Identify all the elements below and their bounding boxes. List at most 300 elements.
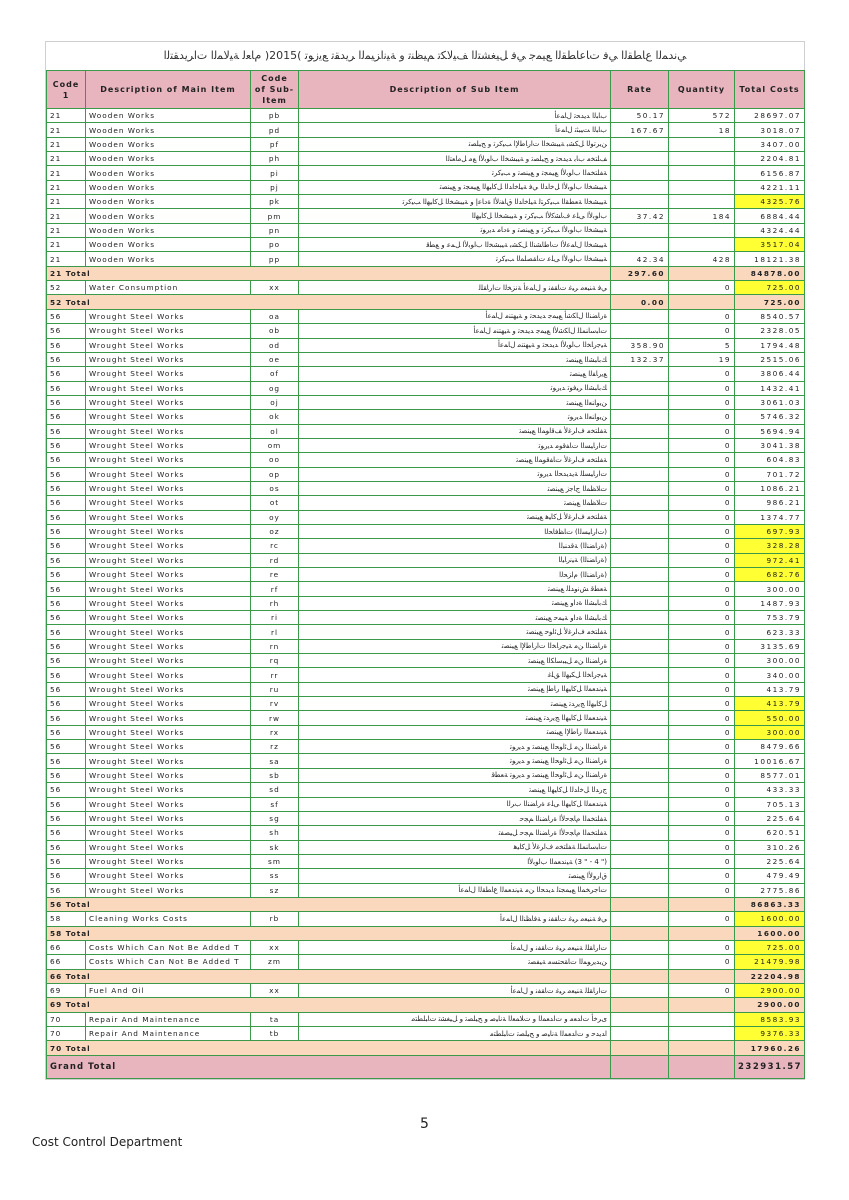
cell-main-item: Wrought Steel Works [86, 367, 251, 381]
table-row [47, 539, 805, 553]
grand-total-value: 232931.57 [735, 1055, 805, 1078]
cell-quantity [669, 195, 735, 209]
cell-sub-item: ﺓﺭﺎﻀﻨﻟﺍ ﻦﻣ ﺔﻴﺟﺭﺎﺨﻟﺍ ﺕﺍﺭﺎﻃﻹﺍ ﻊﻴﻨﺼﺗ [299, 639, 611, 653]
cell-sub-code: sg [251, 811, 299, 825]
cell-quantity: 0 [669, 582, 735, 596]
cell-main-item: Wooden Works [86, 123, 251, 137]
cell-sub-item: (ﺓﺭﺎﻀﻨﻟﺍ) ﻡﺍﺰﺤﻟﺍ [299, 568, 611, 582]
table-row [47, 180, 805, 194]
cell-rate [611, 783, 669, 797]
table-row [47, 1012, 805, 1026]
subtotal-total: 1600.00 [735, 926, 805, 940]
cell-rate [611, 611, 669, 625]
cell-sub-item: ﺓﺭﺎﻀﻨﻟﺍ ﻝﺎﻜﺷﺃ ﻊﻴﻤﺟ ﺪﻳﺪﺤﺗ ﻭ ﺔﻴﻬﺘﻨﻣ ﻝﺎﻤﻋﺃ [299, 309, 611, 323]
cell-total-cost: 225.64 [735, 811, 805, 825]
cell-main-item: Water Consumption [86, 281, 251, 295]
cell-sub-item: ﻚﺑﺎﺒﺸﻟﺍ ﺓﺩﺍﻭ ﺔﻴﻤﺣ ﻊﻴﻨﺼﺗ [299, 611, 611, 625]
subtotal-rate [611, 969, 669, 983]
cell-sub-code: rr [251, 668, 299, 682]
cell-main-item: Wrought Steel Works [86, 324, 251, 338]
cell-main-item: Wrought Steel Works [86, 524, 251, 538]
cell-code: 21 [47, 166, 86, 180]
cell-quantity: 0 [669, 740, 735, 754]
cell-code: 56 [47, 697, 86, 711]
cell-sub-item: ﻲﻓ ﺔﻨﻴﻌﻣ ﺮﻴﻏ ﺕﺎﻘﻔﻧ ﻭ ﺔﻓﺎﻈﻨﻟﺍ ﻝﺎﻤﻋﺃ [299, 912, 611, 926]
grand-total-rate [611, 1055, 669, 1078]
table-row [47, 252, 805, 266]
cell-main-item: Wrought Steel Works [86, 682, 251, 696]
cell-total-cost: 1794.48 [735, 338, 805, 352]
cell-code: 56 [47, 768, 86, 782]
cell-rate [611, 467, 669, 481]
cost-table [46, 70, 805, 1079]
cell-rate [611, 238, 669, 252]
cell-quantity: 0 [669, 983, 735, 997]
subtotal-rate [611, 998, 669, 1012]
cell-main-item: Wooden Works [86, 180, 251, 194]
cell-sub-code: rb [251, 912, 299, 926]
cell-rate [611, 682, 669, 696]
cell-main-item: Wooden Works [86, 238, 251, 252]
cell-sub-code: pf [251, 137, 299, 151]
cell-main-item: Wrought Steel Works [86, 496, 251, 510]
table-row [47, 381, 805, 395]
cell-quantity: 0 [669, 697, 735, 711]
cell-code: 56 [47, 524, 86, 538]
cell-code: 56 [47, 324, 86, 338]
cell-main-item: Fuel And Oil [86, 983, 251, 997]
cell-main-item: Wrought Steel Works [86, 481, 251, 495]
cell-quantity [669, 166, 735, 180]
cell-rate [611, 596, 669, 610]
cell-sub-code: om [251, 438, 299, 452]
grand-total-row [47, 1055, 805, 1078]
cell-quantity [669, 180, 735, 194]
cell-total-cost: 3018.07 [735, 123, 805, 137]
cell-sub-code: sh [251, 826, 299, 840]
cell-code: 21 [47, 195, 86, 209]
cell-sub-item: ﺕﺍﺭﺎﻘﻠﻟ ﺔﻨﻴﻌﻣ ﺮﻴﻏ ﺕﺎﻘﻔﻧ ﻭ ﻝﺎﻤﻋﺃ [299, 983, 611, 997]
cell-total-cost: 3806.44 [735, 367, 805, 381]
cell-total-cost: 705.13 [735, 797, 805, 811]
cell-main-item: Wrought Steel Works [86, 854, 251, 868]
cell-rate [611, 711, 669, 725]
cell-quantity [669, 137, 735, 151]
cell-sub-code: rl [251, 625, 299, 639]
cell-code: 21 [47, 180, 86, 194]
cell-code: 56 [47, 424, 86, 438]
cell-code: 56 [47, 811, 86, 825]
cell-quantity: 0 [669, 481, 735, 495]
cell-quantity: 19 [669, 352, 735, 366]
cell-code: 56 [47, 582, 86, 596]
cell-rate [611, 697, 669, 711]
cell-sub-item: ﺓﺭﺎﻀﻨﻟﺍ ﻦﻣ ﻞﻴﺒﺳﺎﻜﻟﺍ ﻊﻴﻨﺼﺗ [299, 654, 611, 668]
subtotal-row [47, 266, 805, 280]
cell-main-item: Repair And Maintenance [86, 1012, 251, 1026]
cell-quantity: 0 [669, 424, 735, 438]
table-row [47, 352, 805, 366]
cell-sub-item: ﺓﺭﺎﻀﻨﻟﺍ ﻦﻣ ﻞﺋﺍﻮﺤﻟﺍ ﻊﻴﻨﺼﺗ ﻭ ﺪﻳﺭﻮﺗ [299, 754, 611, 768]
cell-rate: 358.90 [611, 338, 669, 352]
cell-total-cost: 6156.87 [735, 166, 805, 180]
cell-quantity: 0 [669, 639, 735, 653]
cell-sub-code: rx [251, 725, 299, 739]
cell-total-cost: 300.00 [735, 654, 805, 668]
cell-rate [611, 166, 669, 180]
cell-sub-item: (ﺓﺭﺎﻀﻨﻟﺍ) ﺔﻗﺪﻨﺒﻟﺍ [299, 539, 611, 553]
cell-sub-code: pj [251, 180, 299, 194]
cell-rate [611, 840, 669, 854]
cell-sub-code: pb [251, 109, 299, 123]
cell-sub-item: ﺔﻴﺒﺸﺨﻟﺍ ﺏﺍﻮﺑﻷﺍ ﻞﺧﺍﺪﻟﺍ ﻲﻓ ﺔﻴﻠﺧﺍﺪﻟﺍ ﻞﻛﺎﻴﻬﻟﺍ ﻊﻴﻤﺠﺗ ﻭ ﻊﻴﻨﺼﺗ [299, 180, 611, 194]
cell-total-cost: 620.51 [735, 826, 805, 840]
cell-quantity: 0 [669, 912, 735, 926]
cell-sub-item: ﺕﺎﺟﺮﺨﻤﻟﺍ ﻊﻴﻤﺠﺘﻟ ﺪﻳﺪﺤﻟﺍ ﻦﻣ ﺔﻴﻧﺪﻌﻤﻟﺍ ﻉﺎﻄﻘﻟﺍ ﻝﺎﻤﻋﺃ [299, 883, 611, 897]
cell-total-cost: 2775.86 [735, 883, 805, 897]
table-row [47, 109, 805, 123]
cell-rate [611, 281, 669, 295]
cell-main-item: Wrought Steel Works [86, 883, 251, 897]
table-body [47, 109, 805, 1079]
cell-quantity: 0 [669, 668, 735, 682]
subtotal-rate: 297.60 [611, 266, 669, 280]
cell-sub-item: ﺕﺎﺒﺳﺎﻨﻤﻠﻟ ﺔﻔﻠﺘﺨﻣ ﻑﺍﺮﻏﻷ ﻞﻛﺎﻴﻫ [299, 840, 611, 854]
cell-total-cost: 413.79 [735, 682, 805, 696]
cell-rate: 167.67 [611, 123, 669, 137]
cell-main-item: Wrought Steel Works [86, 453, 251, 467]
grand-total-quantity [669, 1055, 735, 1078]
cell-code: 56 [47, 883, 86, 897]
cell-rate [611, 883, 669, 897]
table-row [47, 940, 805, 954]
cell-sub-item: ﺓﺭﺎﻀﻨﻟﺍ ﻦﻣ ﻞﺋﺍﻮﺤﻟﺍ ﻊﻴﻨﺼﺗ ﻭ ﺪﻳﺭﻮﺗ [299, 740, 611, 754]
cell-total-cost: 725.00 [735, 281, 805, 295]
subtotal-label: 70 Total [47, 1041, 611, 1055]
cell-rate [611, 524, 669, 538]
cell-sub-code: ri [251, 611, 299, 625]
cell-main-item: Wooden Works [86, 209, 251, 223]
table-row [47, 883, 805, 897]
table-row [47, 854, 805, 868]
cell-code: 56 [47, 510, 86, 524]
table-row [47, 654, 805, 668]
cell-main-item: Wrought Steel Works [86, 826, 251, 840]
cell-rate [611, 768, 669, 782]
cell-sub-item: ﺔﻔﻠﺘﺨﻤﻟﺍ ﻡﺎﺠﺣﻷﺍ ﺓﺭﺎﻀﻨﻟﺍ ﻢﺠﺣ [299, 811, 611, 825]
table-row [47, 582, 805, 596]
cell-sub-item: ﺔﻌﻄﻗ ﺶﻧﻭﺪﻠﻟ ﻊﻴﻨﺼﺗ [299, 582, 611, 596]
cell-code: 56 [47, 496, 86, 510]
cell-total-cost: 604.83 [735, 453, 805, 467]
cell-quantity: 0 [669, 467, 735, 481]
cell-sub-code: rn [251, 639, 299, 653]
cell-total-cost: 4221.11 [735, 180, 805, 194]
cell-sub-item: ﺔﻔﻠﺘﺨﻤﻟﺍ ﺏﺍﻮﺑﻷﺍ ﻊﻴﻤﺠﺗ ﻭ ﻊﻴﻨﺼﺗ ﻭ ﺐﻴﻛﺮﺗ [299, 166, 611, 180]
header-main-item: Description of Main Item [86, 71, 251, 109]
cell-sub-item: ﺔﻴﺒﺸﺨﻟﺍ ﺏﺍﻮﺑﻷﺍ ﻰﻠﻋ ﺕﺎﻘﺼﻠﻤﻟﺍ ﺐﻴﻛﺮﺗ [299, 252, 611, 266]
cell-quantity: 0 [669, 324, 735, 338]
cell-sub-code: od [251, 338, 299, 352]
cell-total-cost: 9376.33 [735, 1027, 805, 1041]
cell-quantity: 184 [669, 209, 735, 223]
cell-rate [611, 410, 669, 424]
cell-main-item: Wrought Steel Works [86, 338, 251, 352]
subtotal-total: 22204.98 [735, 969, 805, 983]
cell-code: 21 [47, 137, 86, 151]
cell-quantity: 0 [669, 625, 735, 639]
cell-rate: 50.17 [611, 109, 669, 123]
cell-sub-code: oo [251, 453, 299, 467]
cell-sub-item: ﻦﻳﻭﺎﻨﻌﻟﺍ ﺪﻳﺭﻮﺗ [299, 410, 611, 424]
table-row [47, 840, 805, 854]
cell-code: 58 [47, 912, 86, 926]
cell-total-cost: 3407.00 [735, 137, 805, 151]
cell-main-item: Cleaning Works Costs [86, 912, 251, 926]
cell-rate [611, 754, 669, 768]
cell-sub-item: ﺕﻼﻈﻤﻟﺍ ﺝﺎﺟﺯ ﻊﻴﻨﺼﺗ [299, 481, 611, 495]
cell-sub-code: sk [251, 840, 299, 854]
cell-quantity: 0 [669, 955, 735, 969]
cell-quantity: 0 [669, 496, 735, 510]
cell-main-item: Costs Which Can Not Be Added T [86, 955, 251, 969]
cell-main-item: Wrought Steel Works [86, 654, 251, 668]
cell-sub-item: ﻚﺑﺎﺒﺸﻟﺍ ﻊﻴﻨﺼﺗ [299, 352, 611, 366]
cell-quantity: 0 [669, 725, 735, 739]
cell-quantity [669, 152, 735, 166]
cell-sub-code: oa [251, 309, 299, 323]
cell-sub-item: ﺔﻴﻧﺪﻌﻤﻟﺍ ﻞﻛﺎﻴﻬﻟﺍ ﻰﻠﻋ ﺓﺭﺎﻀﻨﻟﺍ ﺏﺮﻟﺍ [299, 797, 611, 811]
cell-sub-code: sz [251, 883, 299, 897]
cell-main-item: Wrought Steel Works [86, 582, 251, 596]
table-row [47, 324, 805, 338]
cell-total-cost: 2515.06 [735, 352, 805, 366]
table-row [47, 453, 805, 467]
cell-rate [611, 568, 669, 582]
cell-main-item: Wrought Steel Works [86, 768, 251, 782]
cell-quantity: 0 [669, 711, 735, 725]
cell-quantity: 0 [669, 797, 735, 811]
cell-sub-code: ot [251, 496, 299, 510]
cell-main-item: Wrought Steel Works [86, 381, 251, 395]
cell-sub-item: ﻞﻛﺎﻴﻬﻟﺍ ﺞﻳﺭﺪﺗ ﻊﻴﻨﺼﺗ [299, 697, 611, 711]
subtotal-quantity [669, 295, 735, 309]
subtotal-row [47, 295, 805, 309]
cell-sub-item: ﻦﻳﺪﻳﺭﻮﻤﻟﺍ ﺕﺎﻘﺤﺘﺴﻣ ﺔﻴﻔﺼﺗ [299, 955, 611, 969]
cell-main-item: Wrought Steel Works [86, 395, 251, 409]
cell-code: 56 [47, 381, 86, 395]
cell-rate: 37.42 [611, 209, 669, 223]
cell-total-cost: 413.79 [735, 697, 805, 711]
cell-rate [611, 324, 669, 338]
cell-sub-code: pn [251, 223, 299, 237]
table-row [47, 740, 805, 754]
cell-sub-code: rw [251, 711, 299, 725]
cell-rate: 132.37 [611, 352, 669, 366]
table-row [47, 754, 805, 768]
table-row [47, 123, 805, 137]
cell-sub-code: oj [251, 395, 299, 409]
cell-total-cost: 4324.44 [735, 223, 805, 237]
cell-total-cost: 3041.38 [735, 438, 805, 452]
cell-rate [611, 1027, 669, 1041]
table-row [47, 611, 805, 625]
subtotal-row [47, 926, 805, 940]
table-row [47, 912, 805, 926]
cell-total-cost: 300.00 [735, 725, 805, 739]
cell-code: 21 [47, 109, 86, 123]
cell-main-item: Wrought Steel Works [86, 467, 251, 481]
cell-quantity: 0 [669, 438, 735, 452]
cell-sub-item: ﺝﺭﺪﻟﺍ ﻞﺧﺍﺪﻟﺍ ﻞﻛﺎﻴﻬﻟﺍ ﻊﻴﻨﺼﺗ [299, 783, 611, 797]
cell-rate: 42.34 [611, 252, 669, 266]
cell-code: 56 [47, 467, 86, 481]
cell-code: 56 [47, 438, 86, 452]
cell-code: 56 [47, 639, 86, 653]
cell-quantity: 0 [669, 754, 735, 768]
subtotal-rate [611, 926, 669, 940]
cell-quantity [669, 1012, 735, 1026]
cell-code: 56 [47, 740, 86, 754]
cell-code: 21 [47, 252, 86, 266]
cell-main-item: Wrought Steel Works [86, 783, 251, 797]
cell-quantity: 0 [669, 568, 735, 582]
cell-quantity: 0 [669, 381, 735, 395]
cell-total-cost: 3517.04 [735, 238, 805, 252]
cell-code: 52 [47, 281, 86, 295]
cell-code: 56 [47, 395, 86, 409]
cell-main-item: Wrought Steel Works [86, 410, 251, 424]
table-row [47, 281, 805, 295]
cell-main-item: Wrought Steel Works [86, 725, 251, 739]
subtotal-label: 52 Total [47, 295, 611, 309]
cell-sub-item: ﺔﻔﻠﺘﺨﻣ ﻑﺍﺮﻏﻷ ﻞﺋﺍﻮﺣ ﻊﻴﻨﺼﺗ [299, 625, 611, 639]
cell-sub-item: ﻦﻳﻭﺎﻨﻌﻟﺍ ﻊﻴﻨﺼﺗ [299, 395, 611, 409]
cell-rate [611, 1012, 669, 1026]
cell-sub-item: ﻚﺑﺎﺒﺸﻟﺍ ﺮﻴﻓﻮﺗ ﺪﻳﺭﻮﺗ [299, 381, 611, 395]
cell-total-cost: 28697.07 [735, 109, 805, 123]
cell-sub-code: of [251, 367, 299, 381]
table-row [47, 367, 805, 381]
cell-rate [611, 940, 669, 954]
cell-sub-code: rh [251, 596, 299, 610]
cell-sub-item: ﻯﺮﺧﺃ ﺕﺍﺪﻌﻣ ﻭ ﺕﺍﺪﻌﻤﻟﺍ ﻭ ﺕﻼﻤﻌﻟﺍ ﺔﻧﺎﻴﺻ ﻭ ﺢﻴﻠﺼﺗ ﻭ ﻞﻴﻐﺸﺗ ﺕﺎﺒﻠﻄﺘﻣ [299, 1012, 611, 1026]
cell-rate [611, 912, 669, 926]
cell-total-cost: 479.49 [735, 869, 805, 883]
cell-quantity: 0 [669, 367, 735, 381]
table-row [47, 596, 805, 610]
table-row [47, 1027, 805, 1041]
cell-sub-item: ﺕﺎﺒﺳﺎﻨﻤﻠﻟ ﻝﺎﻜﺷﻷﺍ ﻊﻴﻤﺟ ﺪﻳﺪﺤﺗ ﻭ ﺔﻴﻬﺘﻨﻣ ﻝﺎﻤﻋﺃ [299, 324, 611, 338]
table-row [47, 209, 805, 223]
table-row [47, 223, 805, 237]
table-row [47, 467, 805, 481]
cell-rate [611, 367, 669, 381]
cell-sub-item: ﺏﺎﺒﻟﺍ ﺪﻳﺪﺤﺗ ﻝﺎﻤﻋﺃ [299, 109, 611, 123]
cell-main-item: Wrought Steel Works [86, 611, 251, 625]
cell-sub-code: ss [251, 869, 299, 883]
cell-quantity: 0 [669, 395, 735, 409]
cell-main-item: Wooden Works [86, 195, 251, 209]
cell-code: 56 [47, 352, 86, 366]
cell-total-cost: 2900.00 [735, 983, 805, 997]
cell-sub-item: (ﺕﺍﺭﺎﻴﺴﻟﺍ) ﺕﺎﻈﻓﺎﺤﻟﺍ [299, 524, 611, 538]
cell-code: 21 [47, 152, 86, 166]
cell-quantity: 0 [669, 510, 735, 524]
cell-sub-code: ph [251, 152, 299, 166]
cell-quantity: 0 [669, 553, 735, 567]
subtotal-rate [611, 897, 669, 911]
cell-sub-item: ﺔﻴﺟﺭﺎﺨﻟﺍ ﺏﺍﻮﺑﻷﺍ ﺪﻳﺪﺤﺗ ﻭ ﺔﻴﻬﺘﻨﻣ ﻝﺎﻤﻋﺃ [299, 338, 611, 352]
table-row [47, 783, 805, 797]
cell-sub-code: tb [251, 1027, 299, 1041]
table-row [47, 668, 805, 682]
cell-sub-code: ok [251, 410, 299, 424]
cell-code: 66 [47, 940, 86, 954]
cell-quantity: 572 [669, 109, 735, 123]
cell-code: 56 [47, 625, 86, 639]
cell-total-cost: 1600.00 [735, 912, 805, 926]
cell-main-item: Wrought Steel Works [86, 539, 251, 553]
cell-code: 56 [47, 711, 86, 725]
cell-sub-code: po [251, 238, 299, 252]
cell-sub-item: ﺕﺍﺭﺎﻘﻠﻟ ﺔﻨﻴﻌﻣ ﺮﻴﻏ ﺕﺎﻘﻔﻧ ﻭ ﻝﺎﻤﻋﺃ [299, 940, 611, 954]
cell-sub-item: ﺓﺭﺎﻀﻨﻟﺍ ﻦﻣ ﻞﺋﺍﻮﺤﻟﺍ ﻊﻴﻨﺼﺗ ﻭ ﺪﻳﺭﻮﺗ ﺔﻌﻄﻗ [299, 768, 611, 782]
cell-quantity: 0 [669, 783, 735, 797]
subtotal-row [47, 998, 805, 1012]
header-code: Code 1 [47, 71, 86, 109]
cell-sub-item: ﺔﻴﻧﺪﻌﻤﻟﺍ ﺭﺎﻃﻹﺍ ﻊﻴﻨﺼﺗ [299, 725, 611, 739]
cell-total-cost: 433.33 [735, 783, 805, 797]
cell-rate [611, 309, 669, 323]
cell-rate [611, 625, 669, 639]
table-row [47, 811, 805, 825]
cell-sub-item: ﺔﻔﻠﺘﺨﻣ ﻑﺍﺮﻏﻷ ﺕﺎﻔﻗﻮﻤﻟﺍ ﻊﻴﻨﺼﺗ [299, 453, 611, 467]
subtotal-quantity [669, 926, 735, 940]
header-total-costs: Total Costs [735, 71, 805, 109]
cell-rate [611, 582, 669, 596]
cell-quantity: 0 [669, 281, 735, 295]
cell-main-item: Wrought Steel Works [86, 510, 251, 524]
cell-total-cost: 623.33 [735, 625, 805, 639]
header-rate: Rate [611, 71, 669, 109]
cell-sub-code: pp [251, 252, 299, 266]
subtotal-quantity [669, 266, 735, 280]
cell-sub-code: zm [251, 955, 299, 969]
cell-main-item: Wrought Steel Works [86, 596, 251, 610]
cell-main-item: Costs Which Can Not Be Added T [86, 940, 251, 954]
cell-total-cost: 8540.57 [735, 309, 805, 323]
cell-sub-code: rc [251, 539, 299, 553]
cell-quantity: 0 [669, 826, 735, 840]
cell-quantity: 0 [669, 309, 735, 323]
cell-sub-code: sb [251, 768, 299, 782]
cell-code: 21 [47, 238, 86, 252]
cell-total-cost: 300.00 [735, 582, 805, 596]
subtotal-row [47, 969, 805, 983]
table-row [47, 137, 805, 151]
subtotal-label: 56 Total [47, 897, 611, 911]
cell-quantity: 0 [669, 869, 735, 883]
cell-code: 56 [47, 309, 86, 323]
cell-rate [611, 137, 669, 151]
cell-code: 21 [47, 223, 86, 237]
cell-sub-item: ﺔﻔﻠﺘﺨﻣ ﻑﺍﺮﻏﻷ ﻞﻛﺎﻴﻫ ﻊﻴﻨﺼﺗ [299, 510, 611, 524]
cell-quantity [669, 223, 735, 237]
cell-quantity: 0 [669, 768, 735, 782]
cell-main-item: Wrought Steel Works [86, 568, 251, 582]
cell-main-item: Wooden Works [86, 152, 251, 166]
